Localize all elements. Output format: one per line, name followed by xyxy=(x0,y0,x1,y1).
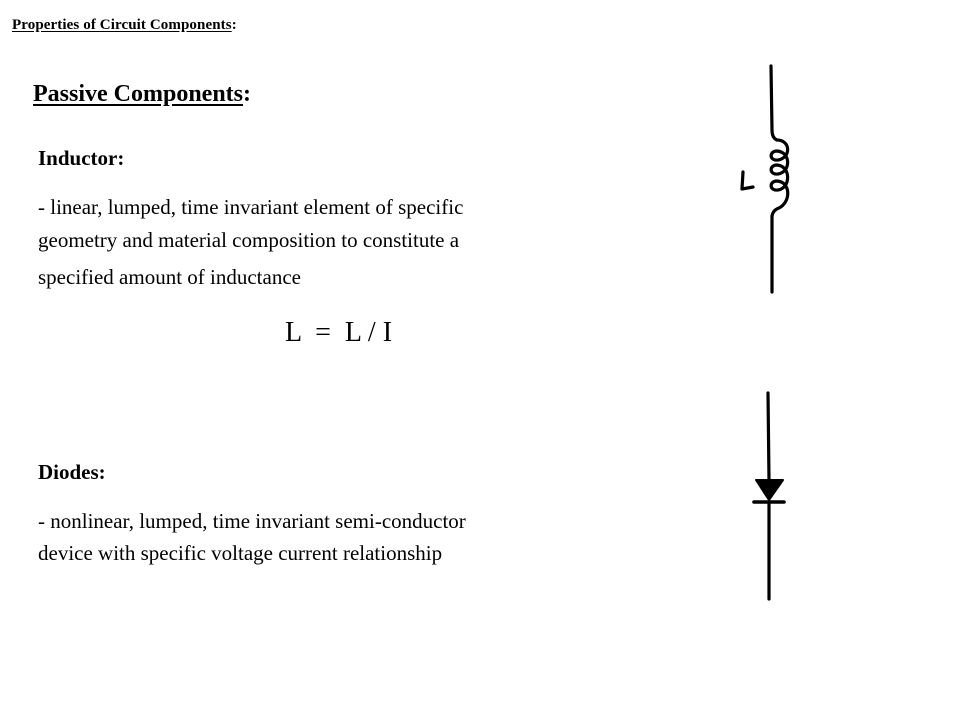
page-title-text: Properties of Circuit Components xyxy=(12,17,232,33)
diode-symbol-icon xyxy=(740,385,800,605)
inductor-coil xyxy=(771,140,788,216)
diode-anode-triangle xyxy=(756,480,783,500)
section-heading-colon: : xyxy=(243,81,252,107)
inductor-description-line-3: specified amount of inductance xyxy=(38,265,301,289)
diode-top-lead xyxy=(768,393,769,480)
section-heading xyxy=(33,81,251,108)
inductor-symbol-icon xyxy=(725,60,825,300)
page-title xyxy=(12,17,237,34)
inductance-equation: L = L / I xyxy=(285,317,393,348)
diode-description-line-1: - nonlinear, lumped, time invariant semi-conductor xyxy=(38,509,466,533)
diode-description-line-2: device with specific voltage current relationship xyxy=(38,541,443,565)
diode-heading: Diodes: xyxy=(38,460,106,484)
inductor-heading: Inductor: xyxy=(38,146,125,170)
inductor-top-lead xyxy=(771,66,777,140)
inductor-description-line-1: - linear, lumped, time invariant element of specific xyxy=(38,195,464,219)
page-title-colon: : xyxy=(231,17,237,33)
inductor-description-line-2: geometry and material composition to constitute a xyxy=(38,228,460,252)
inductor-label-L xyxy=(742,172,753,189)
section-heading-text: Passive Components xyxy=(33,81,244,107)
